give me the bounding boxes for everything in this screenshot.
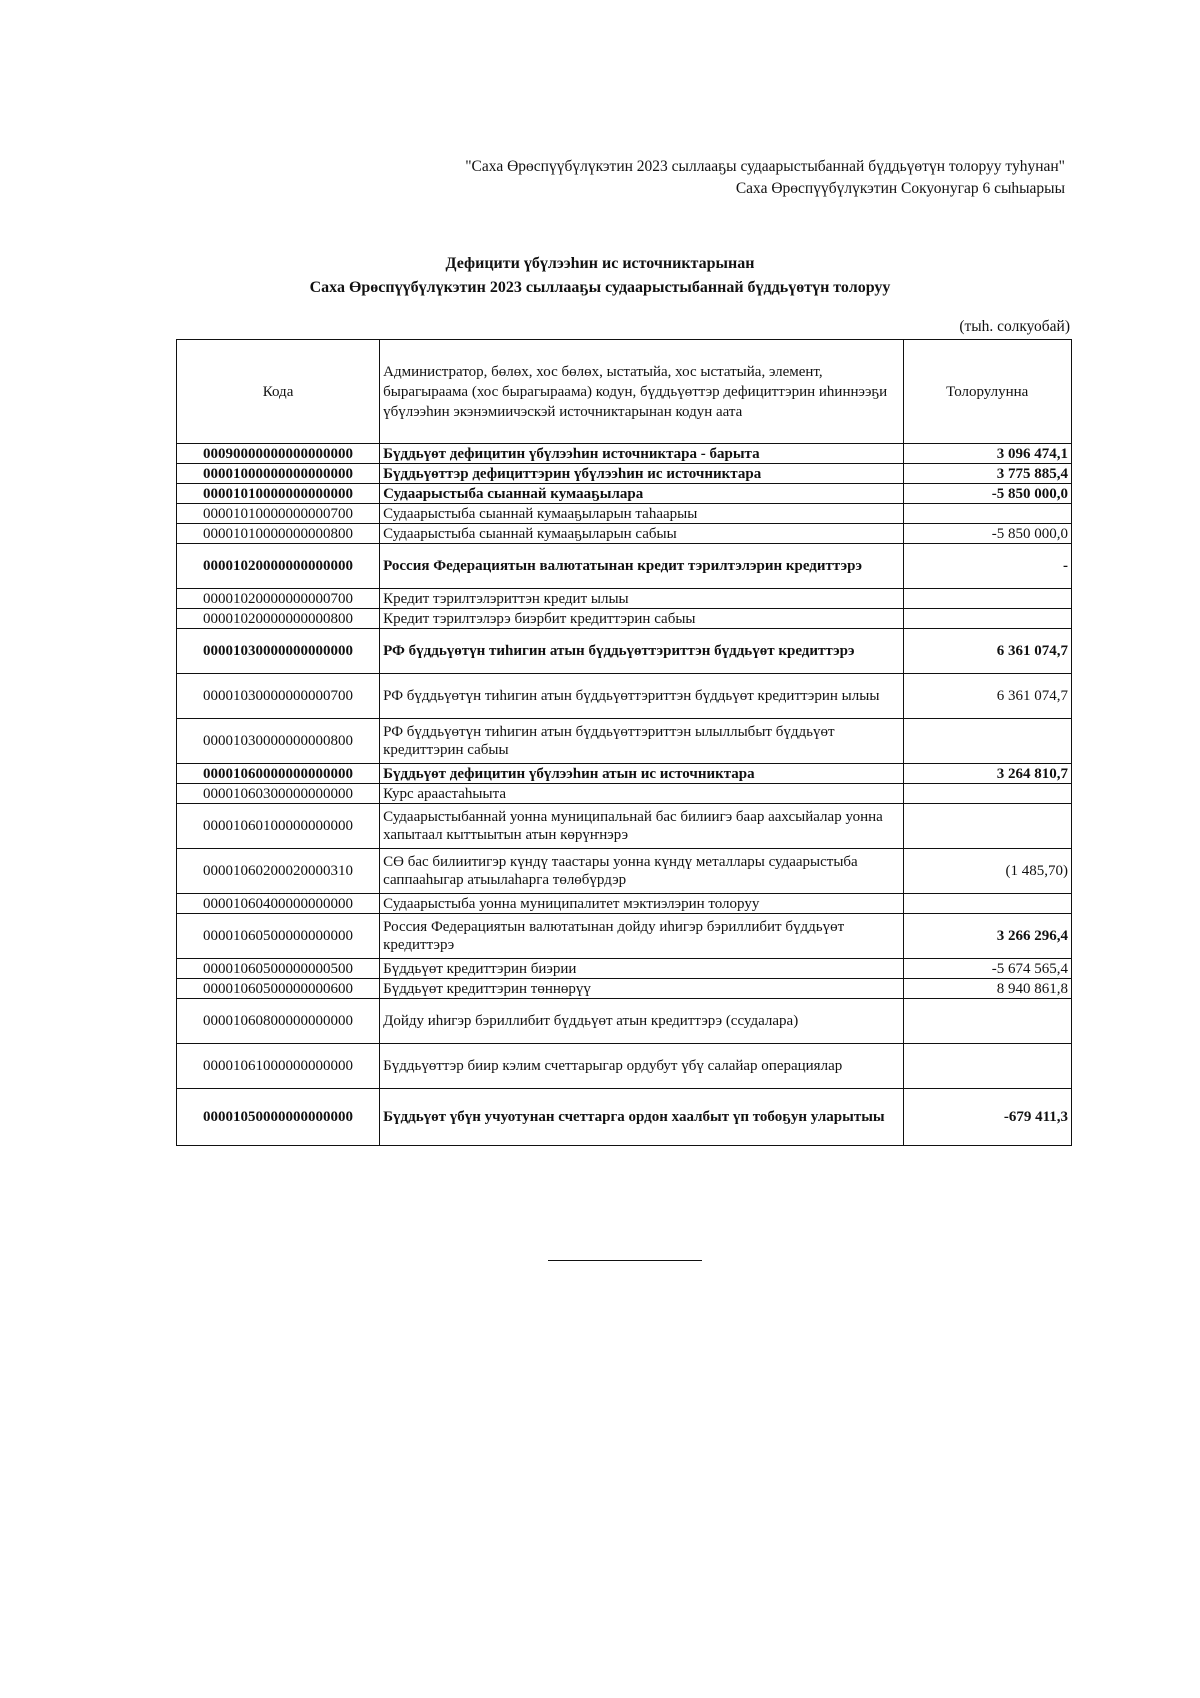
row-name: Бүддьүөт дефицитин үбүлээһин источниктара - барыта (380, 444, 903, 464)
row-value: -5 850 000,0 (903, 524, 1071, 544)
row-name: Судаарыстыба сыаннай кумааҕылара (380, 484, 903, 504)
table-row (177, 784, 1072, 804)
row-name: РФ бүддьүөтүн тиһигин атын бүддьүөттэриттэн бүддьүөт кредиттэрин ылыы (380, 674, 903, 719)
row-name: Бүддьүөт кредиттэрин биэрии (380, 959, 903, 979)
row-code: 00001020000000000700 (177, 589, 380, 609)
row-code: 00001060000000000000 (177, 764, 380, 784)
row-value (903, 504, 1071, 524)
table-row (177, 979, 1072, 999)
table-row (177, 959, 1072, 979)
col-header-description: Администратор, бөлөх, хос бөлөх, ыстатыйа, хос ыстатыйа, элемент, бырагыраама (хос бырагыраама) кодун, бүддьүөттэр дефициттэрин иһиннээҕи үбүлээһин экэнэмиичэскэй источниктарынан кодун аата (380, 340, 903, 444)
row-name: Бүддьүөт дефицитин үбүлээһин атын ис источниктара (380, 764, 903, 784)
row-code: 00001060500000000600 (177, 979, 380, 999)
row-code: 00001010000000000700 (177, 504, 380, 524)
row-code: 00001010000000000800 (177, 524, 380, 544)
table-row (177, 444, 1072, 464)
row-code: 00001060800000000000 (177, 999, 380, 1044)
row-code: 00001060200020000310 (177, 849, 380, 894)
table-row (177, 484, 1072, 504)
document-title (0, 252, 1200, 300)
row-name: Курс араастаһыыта (380, 784, 903, 804)
row-value: 3 775 885,4 (903, 464, 1071, 484)
row-code: 00001030000000000700 (177, 674, 380, 719)
row-code: 00001030000000000000 (177, 629, 380, 674)
table-row (177, 804, 1072, 849)
row-code: 00001060100000000000 (177, 804, 380, 849)
row-name: Бүддьүөттэр дефициттэрин үбүлээһин ис источниктара (380, 464, 903, 484)
row-name: Бүддьүөт кредиттэрин төннөрүү (380, 979, 903, 999)
title-line-1: Дефицити үбүлээһин ис источниктарынан (445, 255, 755, 272)
col-header-code: Кода (177, 340, 380, 444)
table-row (177, 504, 1072, 524)
row-value: 3 264 810,7 (903, 764, 1071, 784)
row-name: Россия Федерациятын валютатынан кредит тэрилтэлэрин кредиттэрэ (380, 544, 903, 589)
row-value (903, 784, 1071, 804)
row-code: 00001020000000000800 (177, 609, 380, 629)
table-row (177, 674, 1072, 719)
row-name: СӨ бас билиитигэр күндү таастары уонна күндү металлары судаарыстыба саппааһыгар атыылаһарга төлөбүрдэр (380, 849, 903, 894)
table-row (177, 914, 1072, 959)
row-name: Судаарыстыба сыаннай кумааҕыларын сабыы (380, 524, 903, 544)
table-row (177, 464, 1072, 484)
row-name: Бүддьүөттэр биир кэлим счеттарыгар ордубут үбү салайар операциялар (380, 1044, 903, 1089)
row-name: Россия Федерациятын валютатынан дойду иһигэр бэриллибит бүддьүөт кредиттэрэ (380, 914, 903, 959)
units-note: (тыһ. солкуобай) (959, 318, 1070, 335)
row-value: -679 411,3 (903, 1089, 1071, 1146)
table-row (177, 589, 1072, 609)
row-value: 8 940 861,8 (903, 979, 1071, 999)
table-row (177, 1044, 1072, 1089)
row-value (903, 719, 1071, 764)
budget-table (176, 339, 1072, 1146)
row-name: РФ бүддьүөтүн тиһигин атын бүддьүөттэриттэн ылыллыбыт бүддьүөт кредиттэрин сабыы (380, 719, 903, 764)
table-row (177, 894, 1072, 914)
row-name: РФ бүддьүөтүн тиһигин атын бүддьүөттэриттэн бүддьүөт кредиттэрэ (380, 629, 903, 674)
row-value (903, 999, 1071, 1044)
row-value (903, 804, 1071, 849)
table-row (177, 544, 1072, 589)
row-code: 00090000000000000000 (177, 444, 380, 464)
table-header-row (177, 340, 1072, 444)
row-value: -5 674 565,4 (903, 959, 1071, 979)
row-code: 00001010000000000000 (177, 484, 380, 504)
row-name: Дойду иһигэр бэриллибит бүддьүөт атын кредиттэрэ (ссудалара) (380, 999, 903, 1044)
row-code: 00001060400000000000 (177, 894, 380, 914)
row-value (903, 1044, 1071, 1089)
table-row (177, 1089, 1072, 1146)
row-name: Кредит тэрилтэлэриттэн кредит ылыы (380, 589, 903, 609)
row-value (903, 894, 1071, 914)
row-name: Судаарыстыба уонна муниципалитет мэктиэлэрин толоруу (380, 894, 903, 914)
row-code: 00001020000000000000 (177, 544, 380, 589)
title-line-2: Саха Өрөспүүбүлүкэтин 2023 сыллааҕы судаарыстыбаннай бүддьүөтүн толоруу (309, 279, 891, 296)
row-code: 00001050000000000000 (177, 1089, 380, 1146)
footer-rule (548, 1260, 702, 1261)
row-value (903, 589, 1071, 609)
table-row (177, 999, 1072, 1044)
table-row (177, 849, 1072, 894)
row-value: 6 361 074,7 (903, 674, 1071, 719)
header-line-1: "Саха Өрөспүүбүлүкэтин 2023 сыллааҕы судаарыстыбаннай бүддьүөтүн толоруу туһунан" (465, 158, 1065, 175)
row-value: - (903, 544, 1071, 589)
row-code: 00001030000000000800 (177, 719, 380, 764)
table-row (177, 764, 1072, 784)
row-code: 00001060500000000000 (177, 914, 380, 959)
header-line-2: Саха Өрөспүүбүлүкэтин Сокуонугар 6 сыһыарыы (735, 180, 1065, 197)
row-code: 00001060500000000500 (177, 959, 380, 979)
col-header-value: Толорулунна (903, 340, 1071, 444)
table-row (177, 609, 1072, 629)
row-code: 00001000000000000000 (177, 464, 380, 484)
row-code: 00001060300000000000 (177, 784, 380, 804)
table-row (177, 629, 1072, 674)
row-name: Бүддьүөт үбүн учуотунан счеттарга ордон хаалбыт үп тобоҕун уларытыы (380, 1089, 903, 1146)
row-value: 3 096 474,1 (903, 444, 1071, 464)
table-row (177, 719, 1072, 764)
row-name: Судаарыстыбаннай уонна муниципальнай бас билиигэ баар аахсыйалар уонна хапытаал кыттыытын атын көрүҥнэрэ (380, 804, 903, 849)
row-value: -5 850 000,0 (903, 484, 1071, 504)
row-code: 00001061000000000000 (177, 1044, 380, 1089)
row-name: Судаарыстыба сыаннай кумааҕыларын таһаарыы (380, 504, 903, 524)
row-value: 3 266 296,4 (903, 914, 1071, 959)
document-header (465, 156, 1065, 200)
row-value (903, 609, 1071, 629)
row-value: (1 485,70) (903, 849, 1071, 894)
row-value: 6 361 074,7 (903, 629, 1071, 674)
row-name: Кредит тэрилтэлэрэ биэрбит кредиттэрин сабыы (380, 609, 903, 629)
table-row (177, 524, 1072, 544)
